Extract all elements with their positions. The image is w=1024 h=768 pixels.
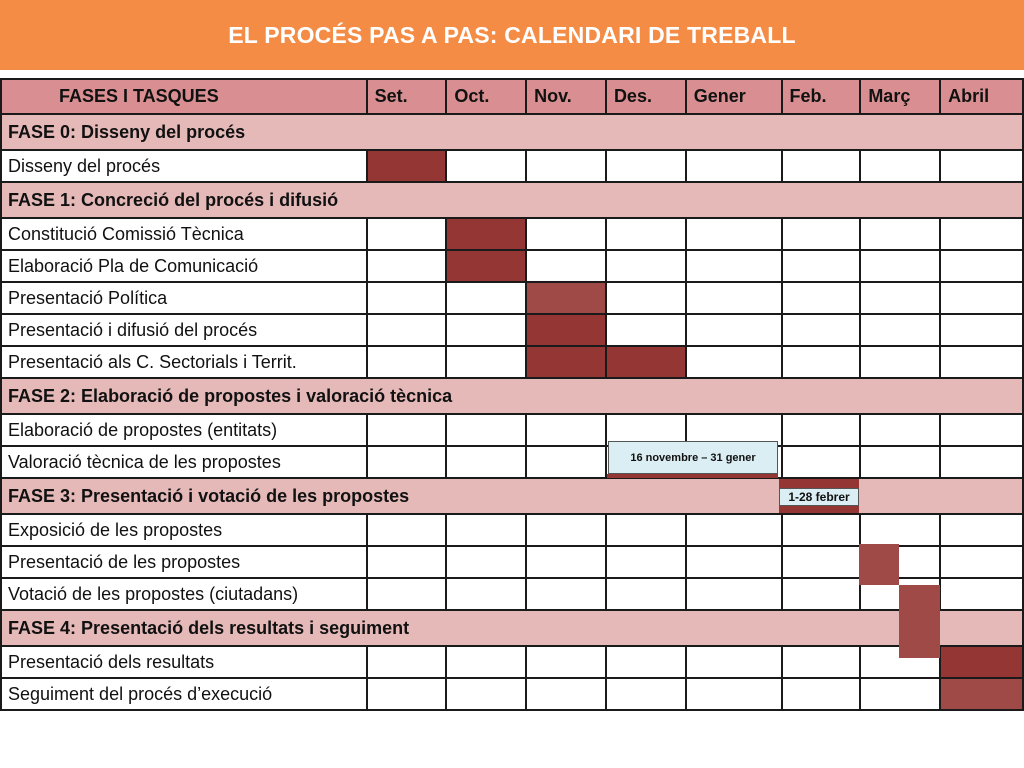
task-label: Presentació i difusió del procés xyxy=(1,314,367,346)
schedule-cell xyxy=(526,446,606,478)
note-valuation-range: 1-28 febrer xyxy=(779,488,859,506)
schedule-cell xyxy=(782,346,861,378)
schedule-cell xyxy=(367,514,447,546)
schedule-cell xyxy=(526,414,606,446)
task-label: Valoració tècnica de les propostes xyxy=(1,446,367,478)
task-row xyxy=(1,646,1023,678)
schedule-cell xyxy=(940,578,1023,610)
schedule-cell xyxy=(446,282,526,314)
schedule-cell xyxy=(526,546,606,578)
schedule-cell xyxy=(782,546,861,578)
task-row xyxy=(1,414,1023,446)
task-label: Presentació Política xyxy=(1,282,367,314)
schedule-cell xyxy=(940,282,1023,314)
schedule-cell xyxy=(860,282,940,314)
bar-elaboracio-propostes xyxy=(607,474,778,478)
schedule-cell xyxy=(446,346,526,378)
schedule-cell xyxy=(367,218,447,250)
task-label: Elaboració de propostes (entitats) xyxy=(1,414,367,446)
schedule-cell xyxy=(367,414,447,446)
schedule-cell xyxy=(526,218,606,250)
schedule-cell xyxy=(860,446,940,478)
schedule-cell xyxy=(686,578,782,610)
schedule-cell xyxy=(446,414,526,446)
task-row xyxy=(1,150,1023,182)
phase-prefix: FASE 1: xyxy=(8,189,77,210)
schedule-cell xyxy=(526,150,606,182)
schedule-cell xyxy=(860,218,940,250)
task-row xyxy=(1,282,1023,314)
page-title-banner xyxy=(0,0,1024,70)
schedule-cell xyxy=(446,578,526,610)
note-proposals-range: 16 novembre – 31 gener xyxy=(608,441,778,474)
header-month: Març xyxy=(860,79,940,114)
schedule-cell xyxy=(782,150,861,182)
schedule-cell xyxy=(782,678,861,710)
schedule-cell xyxy=(940,218,1023,250)
schedule-cell xyxy=(782,250,861,282)
task-label: Presentació dels resultats xyxy=(1,646,367,678)
schedule-cell xyxy=(860,314,940,346)
phase-row xyxy=(1,182,1023,218)
task-label: Seguiment del procés d’execució xyxy=(1,678,367,710)
phase-label xyxy=(1,478,1023,514)
schedule-cell xyxy=(782,514,861,546)
schedule-table xyxy=(0,78,1024,711)
schedule-cell xyxy=(367,346,447,378)
header-month: Set. xyxy=(367,79,447,114)
schedule-cell-active xyxy=(940,646,1023,678)
schedule-cell xyxy=(940,414,1023,446)
task-label: Presentació de les propostes xyxy=(1,546,367,578)
phase-title: Concreció del procés i difusió xyxy=(81,189,339,210)
schedule-cell xyxy=(782,314,861,346)
phase-prefix: FASE 3: xyxy=(8,485,77,506)
schedule-cell-active xyxy=(526,346,606,378)
task-label: Constitució Comissió Tècnica xyxy=(1,218,367,250)
schedule-cell xyxy=(446,514,526,546)
phase-row xyxy=(1,478,1023,514)
phase-prefix: FASE 2: xyxy=(8,385,77,406)
schedule-cell xyxy=(526,646,606,678)
header-month: Feb. xyxy=(782,79,861,114)
schedule-cell xyxy=(606,678,686,710)
schedule-cell xyxy=(526,578,606,610)
task-row xyxy=(1,678,1023,710)
schedule-cell xyxy=(526,250,606,282)
schedule-cell xyxy=(367,250,447,282)
schedule-cell xyxy=(686,282,782,314)
schedule-cell xyxy=(446,314,526,346)
phase-label xyxy=(1,610,1023,646)
phase-title: Disseny del procés xyxy=(81,121,246,142)
schedule-cell xyxy=(686,678,782,710)
schedule-cell xyxy=(446,150,526,182)
schedule-cell xyxy=(686,646,782,678)
schedule-cell xyxy=(860,514,940,546)
schedule-cell xyxy=(940,546,1023,578)
schedule-cell xyxy=(940,446,1023,478)
schedule-cell xyxy=(686,514,782,546)
schedule-cell xyxy=(526,678,606,710)
header-month: Des. xyxy=(606,79,686,114)
header-row xyxy=(1,79,1023,114)
header-month: Nov. xyxy=(526,79,606,114)
task-label: Presentació als C. Sectorials i Territ. xyxy=(1,346,367,378)
schedule-cell xyxy=(940,346,1023,378)
schedule-cell xyxy=(686,250,782,282)
schedule-cell xyxy=(367,314,447,346)
schedule-cell xyxy=(446,678,526,710)
task-row xyxy=(1,446,1023,478)
schedule-cell xyxy=(446,646,526,678)
schedule-cell xyxy=(606,218,686,250)
schedule-cell xyxy=(860,150,940,182)
schedule-cell xyxy=(686,150,782,182)
phase-label xyxy=(1,378,1023,414)
header-tasks: FASES I TASQUES xyxy=(1,79,367,114)
task-row xyxy=(1,314,1023,346)
phase-prefix: FASE 0: xyxy=(8,121,77,142)
schedule-cell xyxy=(367,446,447,478)
phase-label xyxy=(1,114,1023,150)
header-month: Oct. xyxy=(446,79,526,114)
schedule-cell xyxy=(860,414,940,446)
task-label: Elaboració Pla de Comunicació xyxy=(1,250,367,282)
schedule-cell xyxy=(686,218,782,250)
schedule-cell xyxy=(782,282,861,314)
schedule-cell xyxy=(782,646,861,678)
schedule-cell xyxy=(606,514,686,546)
schedule-cell-active xyxy=(526,314,606,346)
task-row xyxy=(1,218,1023,250)
schedule-cell xyxy=(606,250,686,282)
schedule-cell-active xyxy=(446,250,526,282)
schedule-cell xyxy=(782,218,861,250)
schedule-cell xyxy=(367,282,447,314)
schedule-cell xyxy=(940,150,1023,182)
schedule-cell-active xyxy=(940,678,1023,710)
schedule-cell xyxy=(606,646,686,678)
phase-row xyxy=(1,114,1023,150)
schedule-cell xyxy=(686,546,782,578)
task-label: Votació de les propostes (ciutadans) xyxy=(1,578,367,610)
task-label: Disseny del procés xyxy=(1,150,367,182)
phase-title: Presentació i votació de les propostes xyxy=(81,485,410,506)
phase-title: Presentació dels resultats i seguiment xyxy=(81,617,410,638)
schedule-cell xyxy=(446,546,526,578)
schedule-cell xyxy=(606,314,686,346)
schedule-cell xyxy=(606,546,686,578)
schedule-cell xyxy=(940,514,1023,546)
header-month: Gener xyxy=(686,79,782,114)
schedule-cell-active xyxy=(446,218,526,250)
schedule-cell xyxy=(526,514,606,546)
schedule-cell xyxy=(940,250,1023,282)
schedule-cell xyxy=(367,546,447,578)
bar-presentacio-votacio xyxy=(899,585,940,658)
schedule-cell xyxy=(860,678,940,710)
page-title: EL PROCÉS PAS A PAS: CALENDARI DE TREBALL xyxy=(228,21,796,48)
schedule-cell xyxy=(367,646,447,678)
schedule-cell xyxy=(367,578,447,610)
task-label: Exposició de les propostes xyxy=(1,514,367,546)
schedule-cell xyxy=(446,446,526,478)
phase-prefix: FASE 4: xyxy=(8,617,77,638)
task-row xyxy=(1,346,1023,378)
phase-row xyxy=(1,610,1023,646)
schedule-cell xyxy=(686,314,782,346)
task-row xyxy=(1,514,1023,546)
schedule-cell xyxy=(606,150,686,182)
phase-label xyxy=(1,182,1023,218)
phase-title: Elaboració de propostes i valoració tècnica xyxy=(81,385,453,406)
phase-row xyxy=(1,378,1023,414)
schedule-cell xyxy=(782,578,861,610)
schedule-cell-active xyxy=(367,150,447,182)
schedule-cell xyxy=(782,446,861,478)
task-row xyxy=(1,250,1023,282)
schedule-cell-active xyxy=(606,346,686,378)
schedule-cell xyxy=(860,250,940,282)
schedule-cell xyxy=(860,346,940,378)
schedule-cell xyxy=(782,414,861,446)
bar-exposicio xyxy=(859,544,899,585)
header-month: Abril xyxy=(940,79,1023,114)
schedule-cell-active xyxy=(526,282,606,314)
schedule-cell xyxy=(367,678,447,710)
schedule-cell xyxy=(940,314,1023,346)
schedule-cell xyxy=(606,578,686,610)
schedule-cell xyxy=(606,282,686,314)
schedule-cell xyxy=(686,346,782,378)
